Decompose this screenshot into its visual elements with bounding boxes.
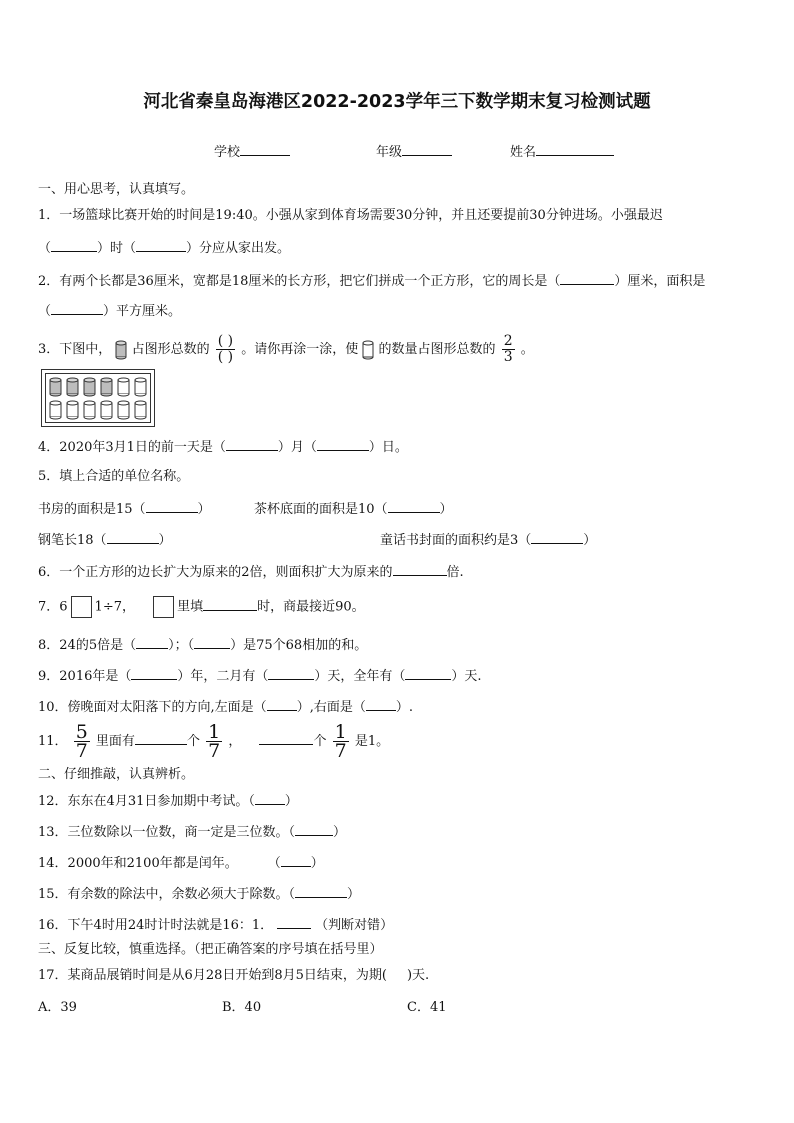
answer-blank[interactable] bbox=[51, 302, 103, 315]
fraction-two-thirds: $\frac{2}{3}$ bbox=[503, 333, 513, 365]
digit-box[interactable] bbox=[153, 596, 174, 618]
fraction-one-seventh: $\frac{1}{7}$ bbox=[208, 721, 221, 762]
question-5-line-2b: 童话书封面的面积约是3（ ） bbox=[380, 533, 597, 548]
answer-blank[interactable] bbox=[226, 438, 278, 451]
section-2-heading: 二、仔细推敲，认真辨析。 bbox=[38, 767, 195, 782]
shaded-cylinder-icon[interactable] bbox=[67, 378, 78, 396]
school-label: 学校 bbox=[214, 145, 241, 160]
grade-blank[interactable] bbox=[402, 143, 452, 156]
answer-blank[interactable] bbox=[135, 732, 187, 745]
answer-blank[interactable] bbox=[393, 563, 447, 576]
cylinder-grid-inner bbox=[45, 373, 151, 423]
question-16: 16．下午4时用24时计时法就是16：1． （判断对错） bbox=[38, 918, 394, 933]
section-3-heading: 三、反复比较，慎重选择。（把正确答案的序号填在括号里） bbox=[38, 942, 383, 957]
answer-blank[interactable] bbox=[295, 885, 347, 898]
question-17: 17．某商品展销时间是从6月28日开始到8月5日结束，为期( )天. bbox=[38, 968, 430, 983]
digit-box[interactable] bbox=[71, 596, 92, 618]
cylinder-icon[interactable] bbox=[67, 401, 78, 419]
shaded-cylinder-icon[interactable] bbox=[84, 378, 95, 396]
question-1-line-1: 1．一场篮球比赛开始的时间是19:40。小强从家到体育场需要30分钟，并且还要提前30分钟进场。小强最迟 bbox=[38, 208, 663, 223]
answer-blank[interactable] bbox=[136, 636, 168, 649]
cylinder-icon[interactable] bbox=[118, 378, 129, 396]
cylinder-icon[interactable] bbox=[135, 401, 146, 419]
question-2-line-2: （ ）平方厘米。 bbox=[38, 304, 182, 319]
answer-blank[interactable] bbox=[203, 598, 257, 611]
shaded-cylinder-icon bbox=[115, 340, 127, 360]
question-5-line-1b: 茶杯底面的面积是10（ ） bbox=[254, 502, 453, 517]
answer-blank[interactable] bbox=[51, 239, 97, 252]
question-15: 15．有余数的除法中，余数必须大于除数。（ ） bbox=[38, 887, 361, 902]
answer-blank[interactable] bbox=[277, 916, 311, 929]
question-14: 14．2000年和2100年都是闰年。 （ ） bbox=[38, 856, 324, 871]
name-blank[interactable] bbox=[536, 143, 614, 156]
answer-blank[interactable] bbox=[131, 667, 177, 680]
cylinder-grid bbox=[41, 369, 155, 427]
cylinder-icon bbox=[362, 340, 374, 360]
question-12: 12．东东在4月31日参加期中考试。（ ） bbox=[38, 794, 298, 809]
name-label: 姓名 bbox=[510, 145, 537, 160]
question-7: 7．6 1÷7， 里填 时，商最接近90。 bbox=[38, 596, 365, 619]
fraction-five-sevenths: $\frac{5}{7}$ bbox=[75, 721, 88, 762]
answer-blank[interactable] bbox=[267, 698, 297, 711]
question-1-line-2: （ ）时（ ）分应从家出发。 bbox=[38, 241, 291, 256]
school-field bbox=[214, 141, 290, 160]
fraction-blank[interactable]: $\frac{( )}{( )}$ bbox=[217, 333, 234, 365]
question-4: 4．2020年3月1日的前一天是（ ）月（ ）日。 bbox=[38, 440, 408, 455]
cylinder-icon[interactable] bbox=[101, 401, 112, 419]
answer-blank[interactable] bbox=[255, 792, 285, 805]
answer-blank[interactable] bbox=[317, 438, 369, 451]
question-9: 9．2016年是（ ）年，二月有（ ）天，全年有（ ）天. bbox=[38, 669, 482, 684]
cylinder-icon[interactable] bbox=[84, 401, 95, 419]
question-5-line-2: 钢笔长18（ ） bbox=[38, 533, 172, 548]
question-11: 11． $\frac{5}{7}$ 里面有 个 $\frac{1}{7}$ ， 个 $\frac{1}{7}$ 是1。 bbox=[38, 721, 390, 762]
shaded-cylinder-icon[interactable] bbox=[101, 378, 112, 396]
school-blank[interactable] bbox=[240, 143, 290, 156]
answer-blank[interactable] bbox=[268, 667, 314, 680]
answer-blank[interactable] bbox=[107, 531, 159, 544]
grade-label: 年级 bbox=[376, 145, 403, 160]
shaded-cylinder-icon[interactable] bbox=[50, 378, 61, 396]
cylinder-icon[interactable] bbox=[50, 401, 61, 419]
option-c[interactable]: C．41 bbox=[407, 1000, 447, 1015]
section-1-heading: 一、用心思考，认真填写。 bbox=[38, 182, 195, 197]
name-field bbox=[510, 141, 614, 160]
answer-blank[interactable] bbox=[388, 500, 440, 513]
question-2-line-1: 2．有两个长都是36厘米，宽都是18厘米的长方形，把它们拼成一个正方形，它的周长是（ ）厘米，面积是 bbox=[38, 274, 706, 289]
question-10: 10．傍晚面对太阳落下的方向,左面是（ ）,右面是（ ）. bbox=[38, 700, 413, 715]
question-13: 13．三位数除以一位数，商一定是三位数。（ ） bbox=[38, 825, 347, 840]
question-3: 3．下图中， 占图形总数的 $\frac{( )}{( )}$ 。请你再涂一涂，使 的数量占图形总数的 $\frac{2}{3}$ 。 bbox=[38, 333, 534, 365]
option-b[interactable]: B．40 bbox=[222, 1000, 262, 1015]
answer-blank[interactable] bbox=[295, 823, 333, 836]
question-6: 6．一个正方形的边长扩大为原来的2倍，则面积扩大为原来的 倍. bbox=[38, 565, 464, 580]
grade-field bbox=[376, 141, 452, 160]
answer-blank[interactable] bbox=[281, 854, 311, 867]
answer-blank[interactable] bbox=[405, 667, 451, 680]
answer-blank[interactable] bbox=[531, 531, 583, 544]
cylinder-grid-drawing[interactable] bbox=[46, 374, 150, 422]
question-8: 8．24的5倍是（ ）；（ ）是75个68相加的和。 bbox=[38, 638, 368, 653]
cylinder-icon[interactable] bbox=[135, 378, 146, 396]
fraction-one-seventh: $\frac{1}{7}$ bbox=[334, 721, 347, 762]
question-5-heading: 5．填上合适的单位名称。 bbox=[38, 469, 190, 484]
answer-blank[interactable] bbox=[366, 698, 396, 711]
answer-blank[interactable] bbox=[560, 272, 614, 285]
answer-blank[interactable] bbox=[136, 239, 186, 252]
answer-blank[interactable] bbox=[146, 500, 198, 513]
page-title: 河北省秦皇岛海港区2022-2023学年三下数学期末复习检测试题 bbox=[143, 92, 651, 112]
cylinder-icon[interactable] bbox=[118, 401, 129, 419]
answer-blank[interactable] bbox=[194, 636, 230, 649]
answer-blank[interactable] bbox=[259, 732, 313, 745]
option-a[interactable]: A．39 bbox=[38, 1000, 77, 1015]
question-5-line-1: 书房的面积是15（ ） bbox=[38, 502, 211, 517]
